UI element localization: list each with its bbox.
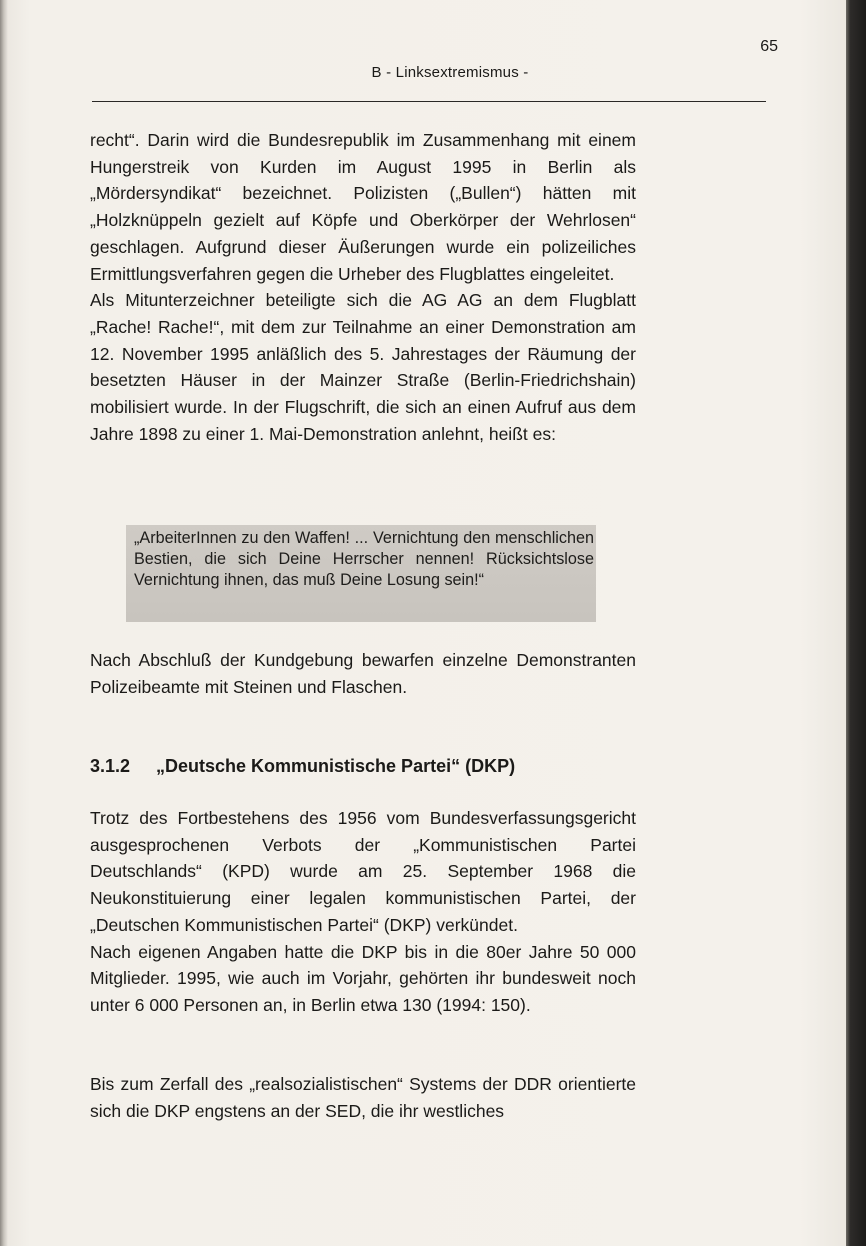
paragraph: Bis zum Zerfall des „realsozialistischen“ Systems der DDR orientierte sich die DKP engstens an der SED, die ihr westliches bbox=[90, 1074, 636, 1121]
page-number: 65 bbox=[760, 38, 778, 55]
block-quote bbox=[126, 525, 596, 622]
text-block-intro bbox=[90, 127, 636, 447]
section-heading bbox=[90, 756, 515, 777]
text-block-dkp bbox=[90, 805, 636, 1019]
header-rule bbox=[92, 101, 766, 102]
page-edge bbox=[846, 0, 866, 1246]
quote-text: „ArbeiterInnen zu den Waffen! ... Vernichtung den menschlichen Bestien, die sich Deine Herrscher nennen! Rücksichtslose Vernichtung ihnen, das muß Deine Losung sein!“ bbox=[134, 529, 594, 589]
paragraph: recht“. Darin wird die Bundesrepublik im Zusammenhang mit einem Hungerstreik von Kurden im August 1995 in Berlin als „Mördersyndikat“ bezeichnet. Polizisten („Bullen“) hätten mit „Holzknüppeln gezielt auf Köpfe und Oberkörper der Wehrlosen“ geschlagen. Aufgrund dieser Äußerungen wurde ein polizeiliches Ermittlungsverfahren gegen die Urheber des Flugblattes eingeleitet. bbox=[90, 130, 636, 284]
text-block-final bbox=[90, 1071, 636, 1124]
running-head: B - Linksextremismus - bbox=[371, 64, 529, 81]
paragraph: Als Mitunterzeichner beteiligte sich die AG AG an dem Flugblatt „Rache! Rache!“, mit dem zur Teilnahme an einer Demonstration am 12. November 1995 anläßlich des 5. Jahrestages der Räumung der besetzten Häuser in der Mainzer Straße (Berlin-Friedrichshain) mobilisiert wurde. In der Flugschrift, die sich an einen Aufruf aus dem Jahre 1898 zu einer 1. Mai-Demonstration anlehnt, heißt es: bbox=[90, 290, 636, 444]
section-title: „Deutsche Kommunistische Partei“ (DKP) bbox=[156, 756, 516, 776]
text-block-after-quote bbox=[90, 647, 636, 700]
paragraph: Nach eigenen Angaben hatte die DKP bis in die 80er Jahre 50 000 Mitglieder. 1995, wie auch im Vorjahr, gehörten ihr bundesweit noch unter 6 000 Personen an, in Berlin etwa 130 (1994: 150). bbox=[90, 941, 636, 1015]
page-binding-shadow bbox=[0, 0, 8, 1246]
paragraph: Nach Abschluß der Kundgebung bewarfen einzelne Demonstranten Polizeibeamte mit Steinen und Flaschen. bbox=[90, 650, 636, 697]
paragraph: Trotz des Fortbestehens des 1956 vom Bundesverfassungsgericht ausgesprochenen Verbots der „Kommunistischen Partei Deutschlands“ (KPD) wurde am 25. September 1968 die Neukonstituierung einer legalen kommunistischen Partei, der „Deutschen Kommunistischen Partei“ (DKP) verkündet. bbox=[90, 808, 636, 935]
section-number: 3.1.2 bbox=[90, 756, 131, 776]
